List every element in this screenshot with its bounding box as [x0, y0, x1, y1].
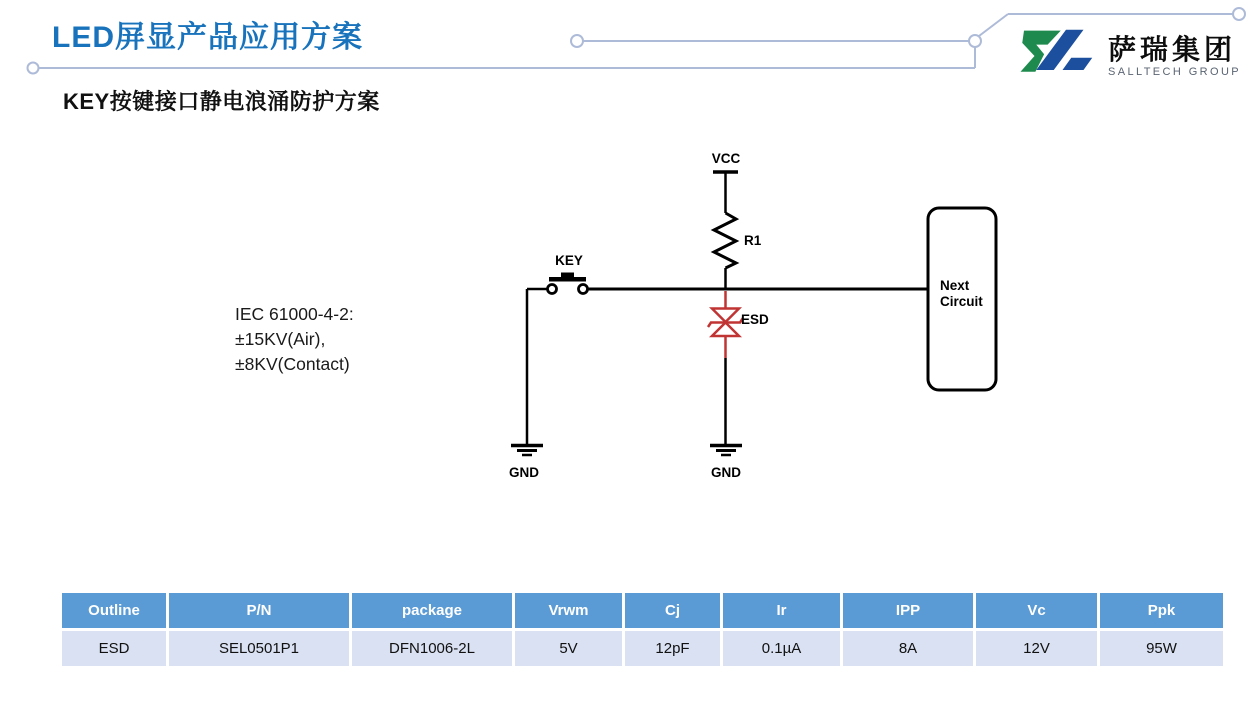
salltech-logo-icon [1014, 28, 1104, 84]
table-cell-ir: 0.1µA [723, 631, 840, 666]
gnd-symbol-left [511, 446, 543, 456]
table-header-package: package [352, 593, 512, 628]
vcc-label: VCC [711, 151, 741, 166]
table-header-pn: P/N [169, 593, 349, 628]
decor-node-icon [28, 63, 39, 74]
key-switch-plunger [561, 273, 574, 278]
table-cell-package: DFN1006-2L [352, 631, 512, 666]
key-label: KEY [555, 253, 583, 268]
esd-label: ESD [741, 312, 769, 327]
table-header-outline: Outline [62, 593, 166, 628]
gnd-label-left: GND [509, 465, 539, 480]
table-cell-cj: 12pF [625, 631, 720, 666]
table-cell-pn: SEL0501P1 [169, 631, 349, 666]
next-circuit-label-line1: Next [940, 278, 970, 293]
resistor-r1 [714, 213, 736, 268]
table-header-vrwm: Vrwm [515, 593, 622, 628]
decor-node-icon [1233, 8, 1245, 20]
table-header-vc: Vc [976, 593, 1097, 628]
table-cell-vrwm: 5V [515, 631, 622, 666]
key-contact [548, 285, 557, 294]
table-header-ipp: IPP [843, 593, 973, 628]
next-circuit-label-line2: Circuit [940, 294, 983, 309]
logo-subname: SALLTECH GROUP [1108, 65, 1242, 78]
circuit-diagram [0, 130, 1256, 500]
table-header-ir: Ir [723, 593, 840, 628]
resistor-label: R1 [744, 233, 762, 248]
spec-table [62, 593, 1199, 666]
logo [1014, 28, 1244, 84]
table-cell-ipp: 8A [843, 631, 973, 666]
table-cell-ppk: 95W [1100, 631, 1223, 666]
table-header-ppk: Ppk [1100, 593, 1223, 628]
page-title: LED屏显产品应用方案 [52, 21, 363, 54]
decor-node-icon [969, 35, 981, 47]
gnd-symbol-right [710, 446, 742, 456]
esd-diode [708, 291, 743, 358]
decor-node-icon [571, 35, 583, 47]
table-header-cj: Cj [625, 593, 720, 628]
iec-note-line1: IEC 61000-4-2: [235, 304, 354, 324]
gnd-label-right: GND [711, 465, 741, 480]
key-contact [579, 285, 588, 294]
table-cell-outline: ESD [62, 631, 166, 666]
iec-note-line3: ±8KV(Contact) [235, 354, 350, 374]
key-switch-bar [549, 277, 586, 282]
page-subtitle: KEY按键接口静电浪涌防护方案 [63, 89, 380, 114]
logo-name: 萨瑞集团 [1108, 33, 1237, 65]
table-cell-vc: 12V [976, 631, 1097, 666]
iec-note-line2: ±15KV(Air), [235, 329, 326, 349]
